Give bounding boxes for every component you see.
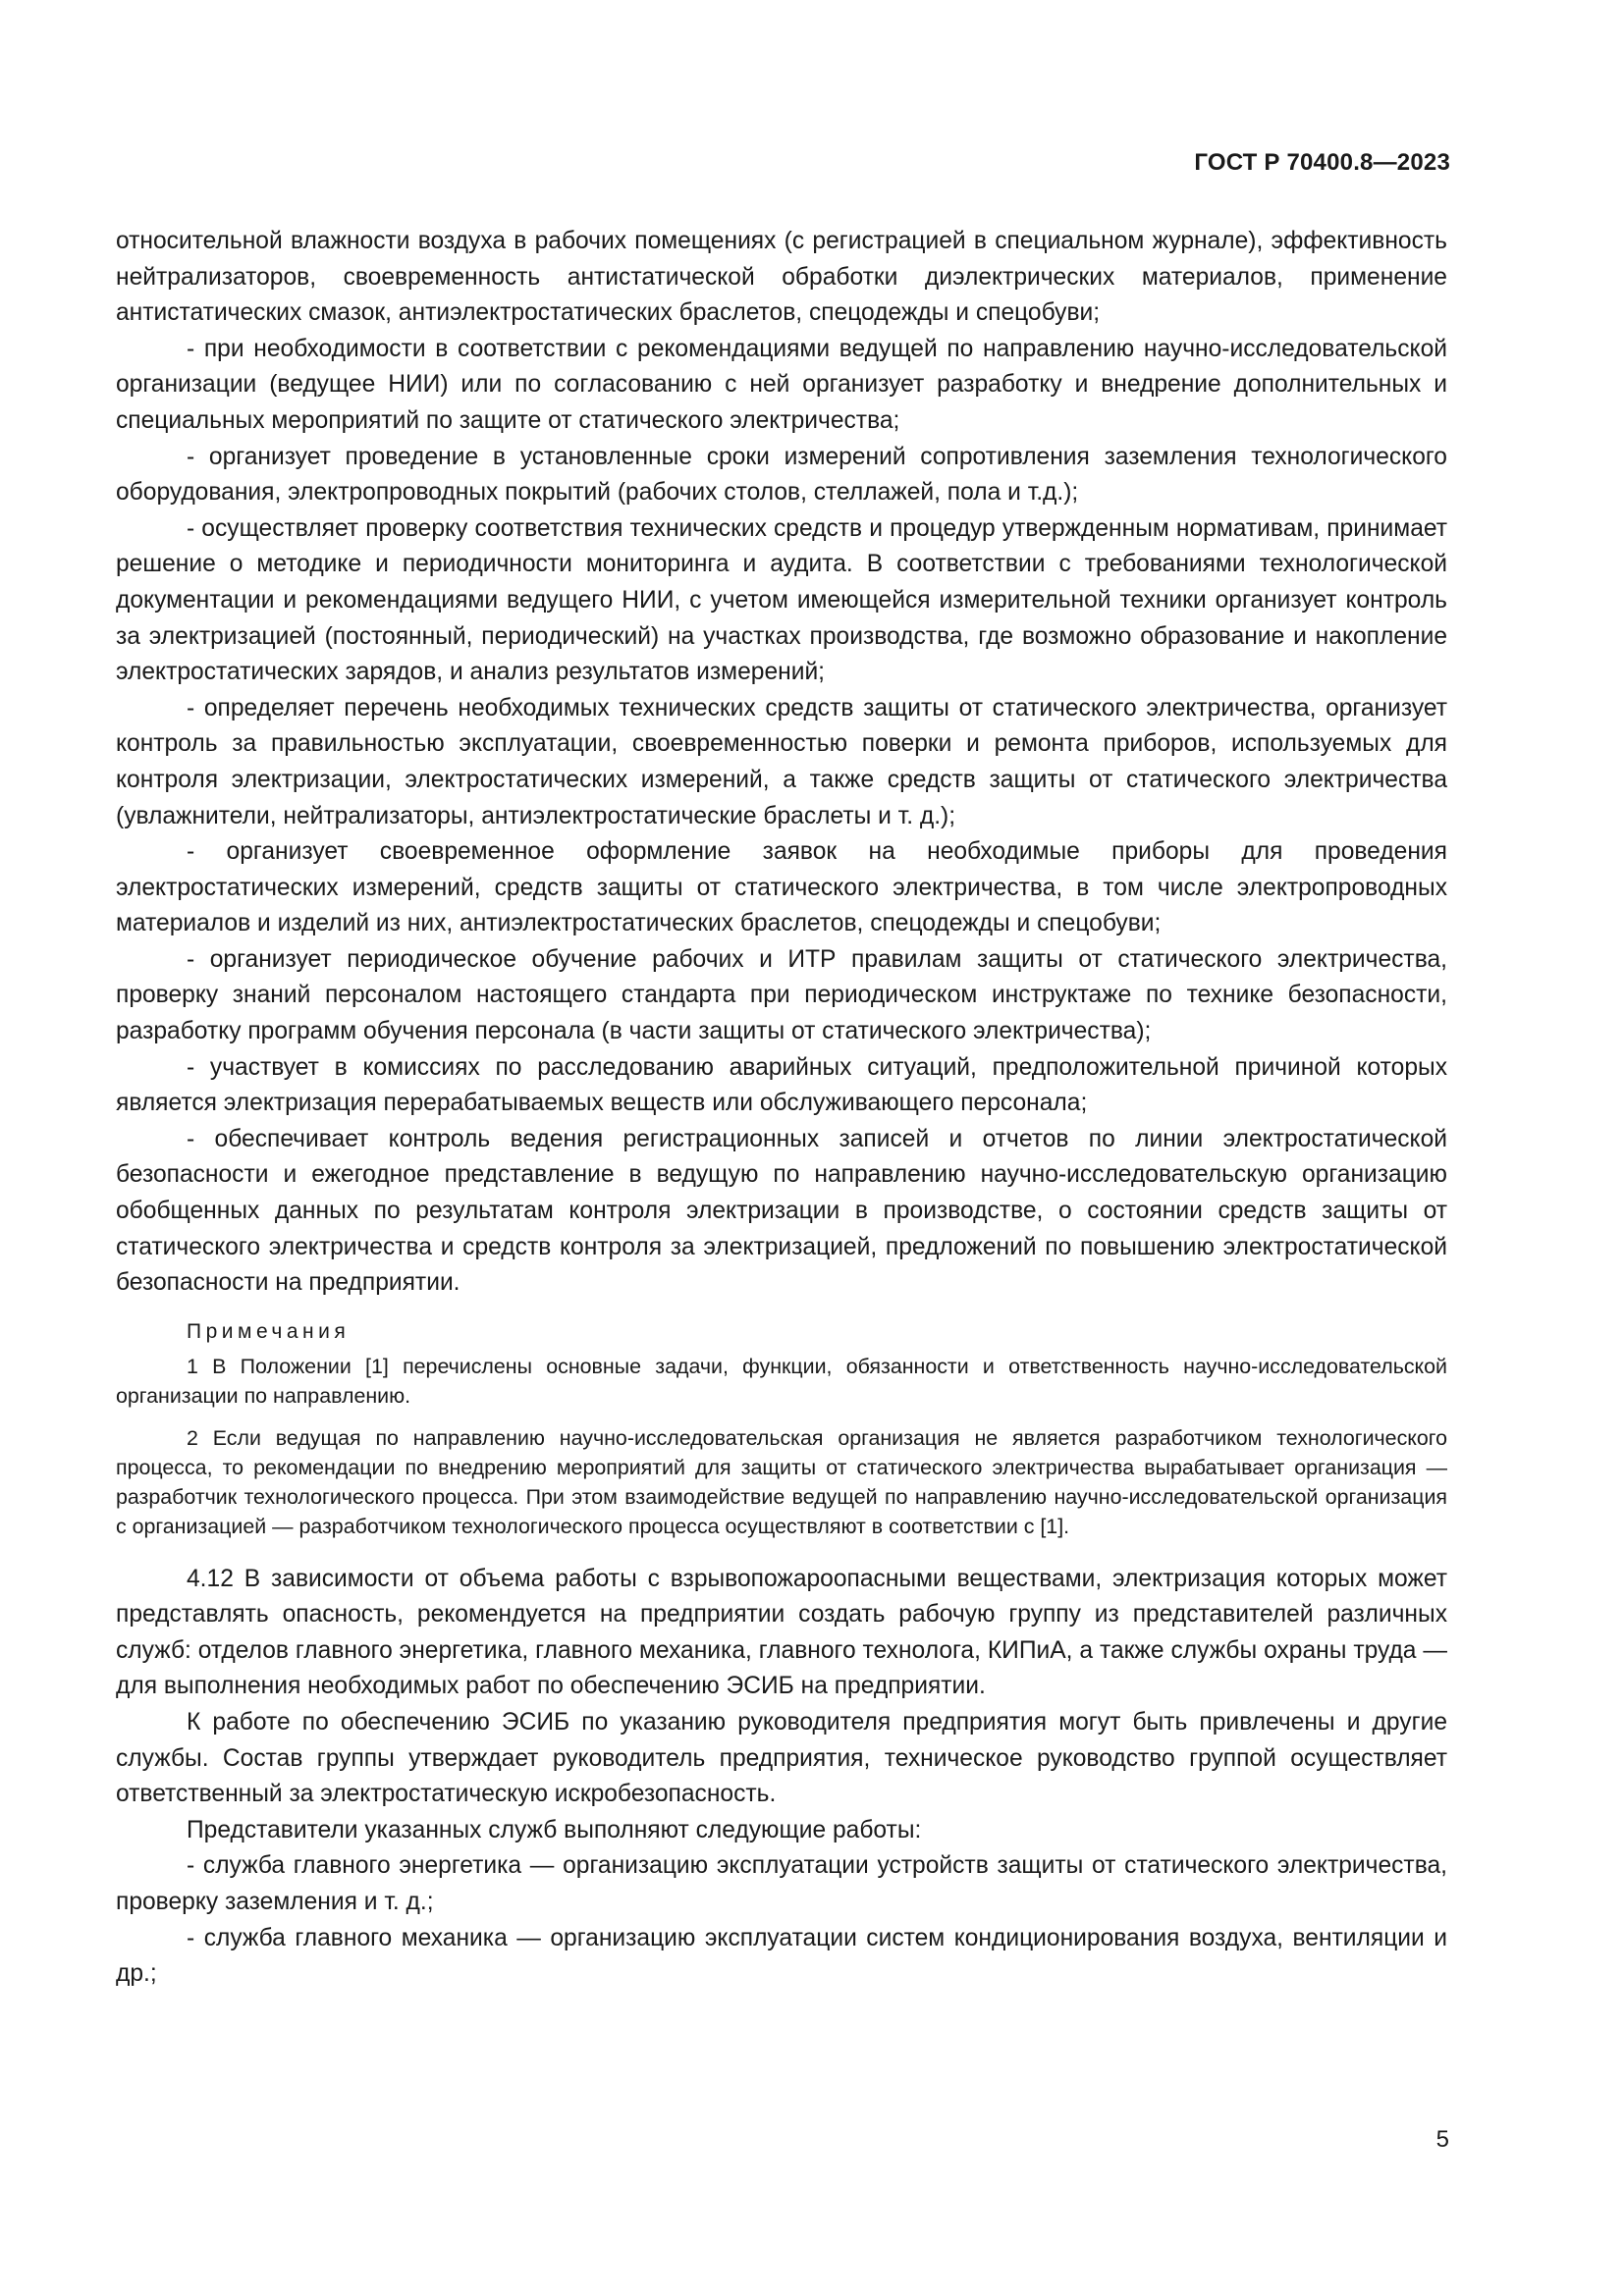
list-item: - организует периодическое обучение рабочих и ИТР правилам защиты от статического электричества, проверку знаний персоналом настоящего стандарта при периодическом инструктаже по технике безопасности, разработку программ обучения персонала (в части защиты от статического электричества); bbox=[116, 945, 1447, 1045]
list-item: - при необходимости в соответствии с рекомендациями ведущей по направлению научно-исследовательской организации (ведущее НИИ) или по согласованию с ней организует разработку и внедрение дополнительных и специальных мероприятий по защите от статического электричества; bbox=[116, 335, 1447, 434]
list-item: - определяет перечень необходимых технических средств защиты от статического электричества, организует контроль за правильностью эксплуатации, своевременностью поверки и ремонта приборов, используемых для контроля электризации, электростатических измерений, а также средств защиты от статического электричества (увлажнители, нейтрализаторы, антиэлектростатические браслеты и т. д.); bbox=[116, 694, 1447, 829]
notes-title: Примечания bbox=[187, 1319, 351, 1343]
list-item: - служба главного энергетика — организацию эксплуатации устройств защиты от статического электричества, проверку заземления и т. д.; bbox=[116, 1852, 1447, 1915]
list-item: - организует своевременное оформление заявок на необходимые приборы для проведения электростатических измерений, средств защиты от статического электричества, в том числе электропроводных материалов и изделий из них, антиэлектростатических браслетов, спецодежды и спецобуви; bbox=[116, 838, 1447, 937]
note: 2 Если ведущая по направлению научно-исследовательская организация не является разработчиком технологического процесса, то рекомендации по внедрению мероприятий для защиты от статического электричества вырабатывает организация — разработчик технологического процесса. При этом взаимодействие ведущей по направлению научно-исследовательской организация с организацией — разработчиком технологического процесса осуществляют в соответствии с [1]. bbox=[116, 1426, 1447, 1538]
section-paragraph: К работе по обеспечению ЭСИБ по указанию руководителя предприятия могут быть привлечены и другие службы. Состав группы утверждает руководитель предприятия, техническое руководство группой осуществляет ответственный за электростатическую искробезопасность. bbox=[116, 1708, 1447, 1808]
list-item: - организует проведение в установленные сроки измерений сопротивления заземления технологического оборудования, электропроводных покрытий (рабочих столов, стеллажей, пола и т.д.); bbox=[116, 443, 1447, 507]
page-header: ГОСТ Р 70400.8—2023 bbox=[1194, 149, 1450, 176]
list-item: - служба главного механика — организацию эксплуатации систем кондиционирования воздуха, вентиляции и др.; bbox=[116, 1924, 1447, 1988]
list-item: - участвует в комиссиях по расследованию аварийных ситуаций, предположительной причиной которых является электризация перерабатываемых веществ или обслуживающего персонала; bbox=[116, 1053, 1447, 1117]
section-paragraph: 4.12 В зависимости от объема работы с взрывопожароопасными веществами, электризация которых может представлять опасность, рекомендуется на предприятии создать рабочую группу из представителей различных служб: отделов главного энергетика, главного механика, главного технолога, КИПиА, а также службы охраны труда — для выполнения необходимых работ по обеспечению ЭСИБ на предприятии. bbox=[116, 1565, 1447, 1700]
note: 1 В Положении [1] перечислены основные задачи, функции, обязанности и ответственность научно-исследовательской организации по направлению. bbox=[116, 1354, 1447, 1408]
list-item: - обеспечивает контроль ведения регистрационных записей и отчетов по линии электростатической безопасности и ежегодное представление в ведущую по направлению научно-исследовательскую организацию обобщенных данных по результатам контроля электризации в производстве, о состоянии средств защиты от статического электричества и средств контроля за электризацией, предложений по повышению электростатической безопасности на предприятии. bbox=[116, 1125, 1447, 1297]
list-item: - осуществляет проверку соответствия технических средств и процедур утвержденным нормативам, принимает решение о методике и периодичности мониторинга и аудита. В соответствии с требованиями технологической документации и рекомендациями ведущего НИИ, с учетом имеющейся измерительной техники организует контроль за электризацией (постоянный, периодический) на участках производства, где возможно образование и накопление электростатических зарядов, и анализ результатов измерений; bbox=[116, 514, 1447, 686]
page-number: 5 bbox=[1435, 2126, 1449, 2153]
section-paragraph: Представители указанных служб выполняют следующие работы: bbox=[187, 1816, 922, 1843]
paragraph: относительной влажности воздуха в рабочих помещениях (с регистрацией в специальном журнале), эффективность нейтрализаторов, своевременность антистатической обработки диэлектрических материалов, применение антистатических смазок, антиэлектростатических браслетов, спецодежды и спецобуви; bbox=[116, 228, 1447, 327]
document-body bbox=[116, 224, 1447, 1993]
